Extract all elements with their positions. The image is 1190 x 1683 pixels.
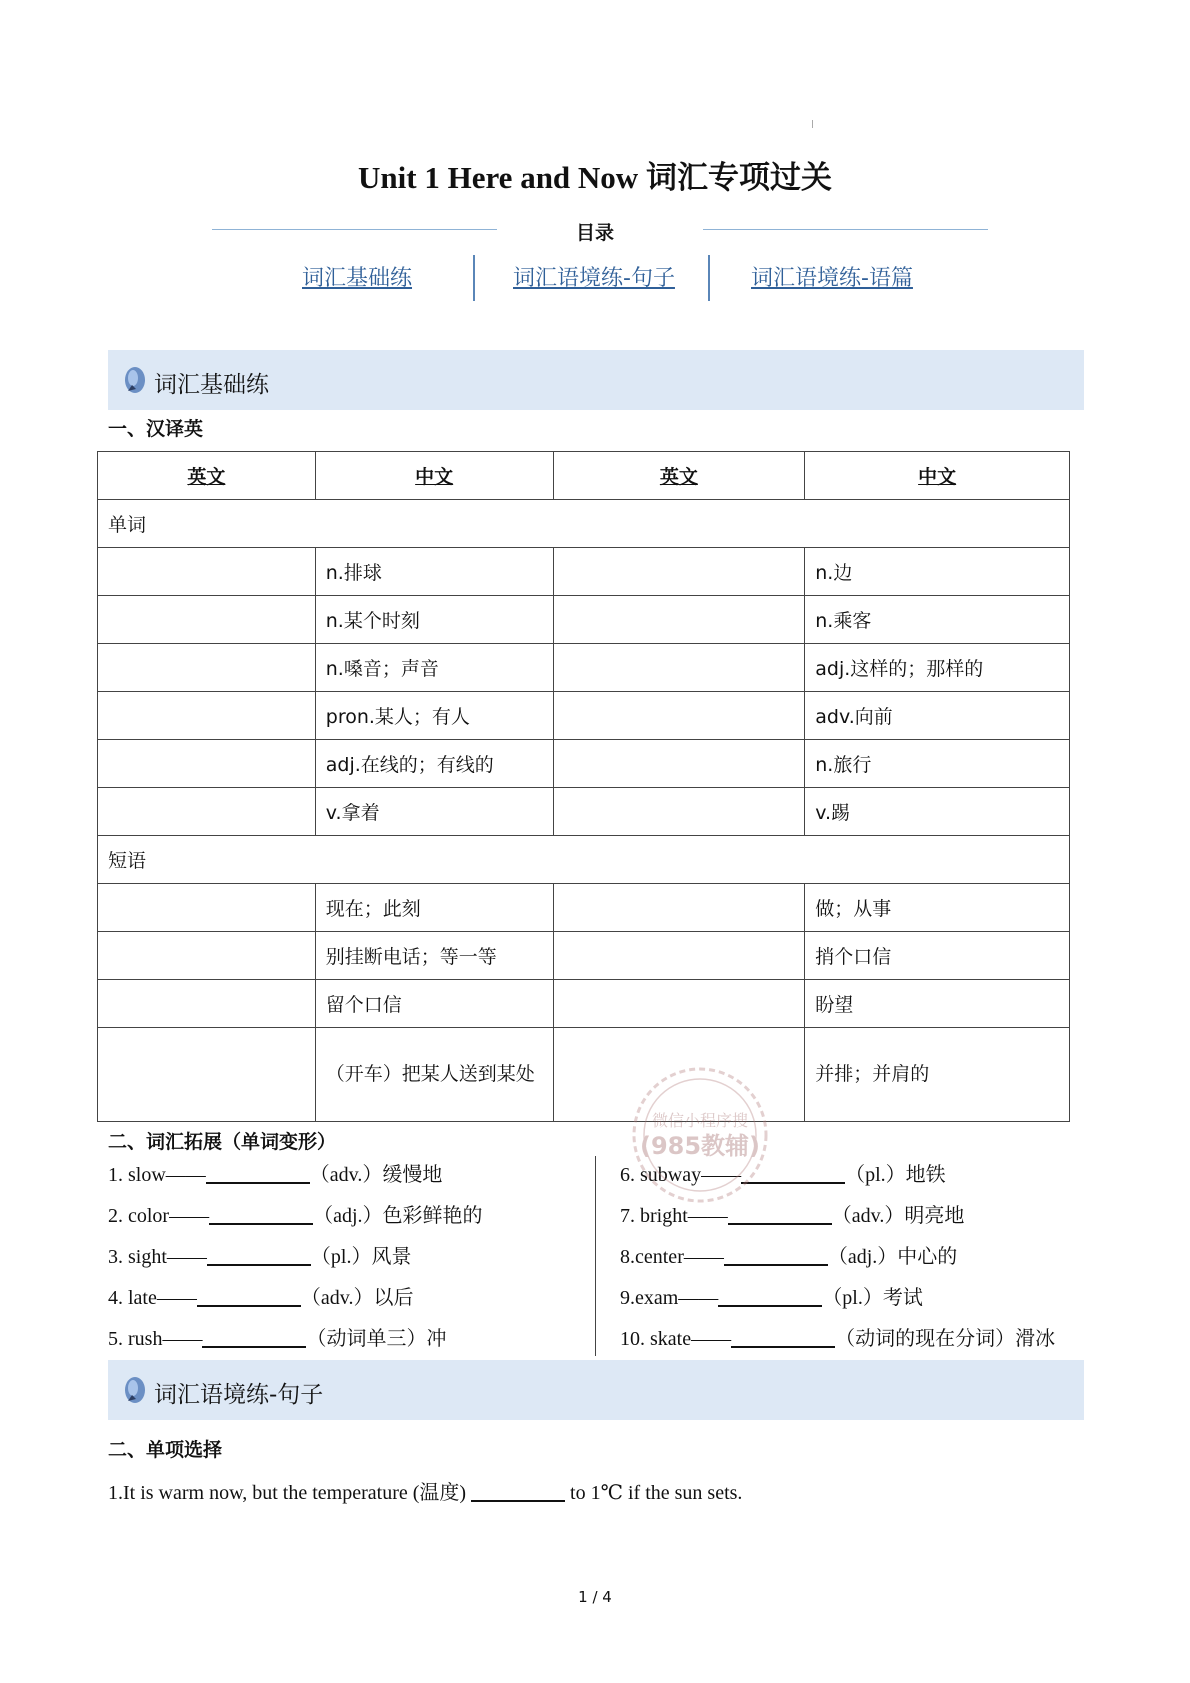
watermark-text: 微信小程序搜 [651, 1111, 749, 1130]
derivation-item [108, 1158, 578, 1199]
section-title: 词汇基础练 [154, 372, 269, 398]
pencil-icon [122, 365, 148, 395]
derivation-exercise [108, 1158, 1078, 1358]
chinese-cell: 并排；并肩的 [805, 1028, 1070, 1122]
toc-link-basic[interactable]: 词汇基础练 [302, 266, 413, 291]
table-row [98, 884, 1070, 932]
column-header-english: 英文 [98, 452, 316, 500]
answer-cell[interactable] [98, 884, 316, 932]
derivation-hint: （pl.）考试 [822, 1287, 923, 1309]
table-row [98, 980, 1070, 1028]
answer-cell[interactable] [553, 644, 805, 692]
answer-blank[interactable] [197, 1287, 301, 1307]
answer-cell[interactable] [553, 788, 805, 836]
chinese-cell: 别挂断电话；等一等 [315, 932, 553, 980]
derivation-item [620, 1322, 1090, 1363]
chinese-cell: 留个口信 [315, 980, 553, 1028]
derivation-hint: （pl.）风景 [310, 1246, 412, 1268]
table-row [98, 740, 1070, 788]
column-header-english: 英文 [553, 452, 805, 500]
derivation-item [108, 1240, 578, 1281]
document-title: Unit 1 Here and Now 词汇专项过关 [358, 160, 832, 195]
question-item [108, 1476, 742, 1505]
part-heading-derivation: 二、词汇拓展（单词变形） [108, 1131, 337, 1153]
pencil-icon [122, 1375, 148, 1405]
table-row [98, 644, 1070, 692]
answer-cell[interactable] [98, 596, 316, 644]
answer-cell[interactable] [98, 980, 316, 1028]
part-heading-choice: 二、单项选择 [108, 1439, 223, 1461]
chinese-cell: 捎个口信 [805, 932, 1070, 980]
toc-link-sentences[interactable]: 词汇语境练-句子 [513, 266, 675, 291]
chinese-cell: pron.某人；有人 [315, 692, 553, 740]
chinese-cell: n.排球 [315, 548, 553, 596]
derivation-hint: （adv.）缓慢地 [309, 1164, 443, 1186]
answer-blank[interactable] [202, 1328, 306, 1348]
derivation-hint: （adv.）以后 [300, 1287, 414, 1309]
answer-cell[interactable] [553, 548, 805, 596]
derivation-word: 5. rush—— [108, 1328, 203, 1350]
table-row [98, 788, 1070, 836]
table-header-row [98, 452, 1070, 500]
chinese-cell: n.嗓音；声音 [315, 644, 553, 692]
part-heading-translate: 一、汉译英 [108, 418, 204, 440]
watermark-text: (985教辅) [639, 1132, 761, 1160]
answer-cell[interactable] [553, 692, 805, 740]
column-divider [595, 1156, 596, 1356]
derivation-item [108, 1199, 578, 1240]
column-header-chinese: 中文 [805, 452, 1070, 500]
answer-cell[interactable] [98, 548, 316, 596]
table-row [98, 596, 1070, 644]
derivation-hint: （adj.）中心的 [827, 1246, 958, 1268]
question-text: 1.It is warm now, but the temperature (温度) [108, 1482, 472, 1504]
chinese-cell: n.旅行 [805, 740, 1070, 788]
answer-cell[interactable] [98, 692, 316, 740]
answer-cell[interactable] [553, 932, 805, 980]
derivation-column-left [108, 1158, 578, 1363]
derivation-word: 4. late—— [108, 1287, 197, 1309]
derivation-hint: （adv.）明亮地 [831, 1205, 965, 1227]
answer-cell[interactable] [553, 596, 805, 644]
toc-link-passage[interactable]: 词汇语境练-语篇 [751, 266, 913, 291]
vocabulary-table [97, 451, 1070, 1122]
table-row [98, 1028, 1070, 1122]
toc-separator [708, 255, 710, 301]
answer-blank[interactable] [471, 1482, 565, 1502]
answer-blank[interactable] [206, 1164, 310, 1184]
chinese-cell: v.拿着 [315, 788, 553, 836]
derivation-word: 6. subway—— [620, 1164, 742, 1186]
answer-blank[interactable] [724, 1246, 828, 1266]
answer-cell[interactable] [98, 788, 316, 836]
answer-blank[interactable] [207, 1246, 311, 1266]
toc-separator [473, 255, 475, 301]
table-row [98, 548, 1070, 596]
page-number: 1 / 4 [578, 1588, 612, 1606]
chinese-cell: n.边 [805, 548, 1070, 596]
chinese-cell: n.某个时刻 [315, 596, 553, 644]
derivation-hint: （pl.）地铁 [845, 1164, 946, 1186]
page-mark [812, 120, 813, 128]
derivation-hint: （动词的现在分词）滑冰 [835, 1328, 1056, 1350]
derivation-item [108, 1322, 578, 1363]
table-of-contents [0, 255, 1190, 301]
chinese-cell: adj.在线的；有线的 [315, 740, 553, 788]
section-title: 词汇语境练-句子 [154, 1382, 324, 1408]
table-row [98, 932, 1070, 980]
answer-cell[interactable] [98, 1028, 316, 1122]
question-text: to 1℃ if the sun sets. [565, 1482, 743, 1504]
answer-cell[interactable] [98, 740, 316, 788]
derivation-word: 10. skate—— [620, 1328, 732, 1350]
chinese-cell: n.乘客 [805, 596, 1070, 644]
toc-heading: 目录 [575, 222, 614, 244]
answer-cell[interactable] [553, 980, 805, 1028]
section-header-sentences [108, 1360, 1084, 1420]
answer-blank[interactable] [718, 1287, 822, 1307]
answer-cell[interactable] [553, 740, 805, 788]
chinese-cell: （开车）把某人送到某处 [315, 1028, 553, 1122]
section-header-basic [108, 350, 1084, 410]
derivation-word: 7. bright—— [620, 1205, 728, 1227]
table-row [98, 692, 1070, 740]
derivation-word: 9.exam—— [620, 1287, 719, 1309]
derivation-word: 1. slow—— [108, 1164, 206, 1186]
column-header-chinese: 中文 [315, 452, 553, 500]
group-row [98, 500, 1070, 548]
derivation-item [108, 1281, 578, 1322]
chinese-cell: adv.向前 [805, 692, 1070, 740]
derivation-item [620, 1281, 1090, 1322]
answer-cell[interactable] [553, 884, 805, 932]
answer-blank[interactable] [209, 1205, 313, 1225]
toc-divider-right [703, 229, 988, 230]
group-label-phrases: 短语 [98, 836, 1070, 884]
answer-blank[interactable] [731, 1328, 835, 1348]
chinese-cell: 现在；此刻 [315, 884, 553, 932]
derivation-word: 2. color—— [108, 1205, 210, 1227]
watermark-stamp [620, 1060, 780, 1210]
derivation-hint: （adj.）色彩鲜艳的 [313, 1205, 483, 1227]
chinese-cell: adj.这样的；那样的 [805, 644, 1070, 692]
group-label-words: 单词 [98, 500, 1070, 548]
chinese-cell: 盼望 [805, 980, 1070, 1028]
answer-cell[interactable] [98, 644, 316, 692]
derivation-word: 3. sight—— [108, 1246, 207, 1268]
group-row [98, 836, 1070, 884]
chinese-cell: v.踢 [805, 788, 1070, 836]
derivation-hint: （动词单三）冲 [306, 1328, 447, 1350]
derivation-word: 8.center—— [620, 1246, 724, 1268]
derivation-item [620, 1240, 1090, 1281]
chinese-cell: 做；从事 [805, 884, 1070, 932]
answer-cell[interactable] [98, 932, 316, 980]
